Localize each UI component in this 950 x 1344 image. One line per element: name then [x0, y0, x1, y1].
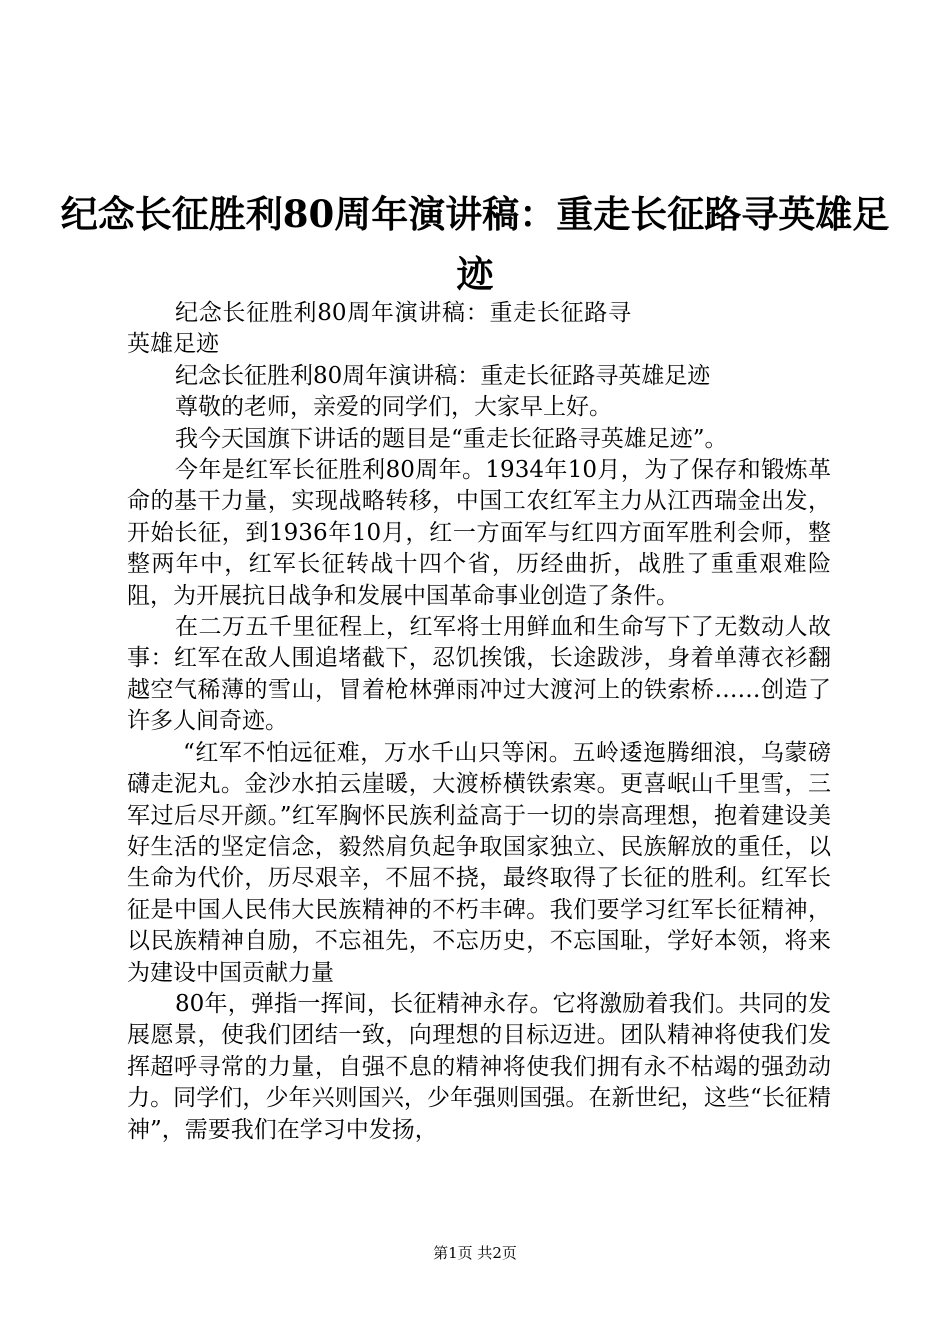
page-footer: 第1页 共2页: [433, 1244, 517, 1262]
paragraph-spirit: 80年，弹指一挥间，长征精神永存。它将激励着我们。共同的发展愿景，使我们团结一致，向理想的目标迈进。团队精神将使我们发挥超呼寻常的力量，自强不息的精神将使我们拥有永不枯竭的强劲动力。同学们，少年兴则国兴，少年强则国强。在新世纪，这些“长征精神”，需要我们在学习中发扬，: [127, 990, 831, 1143]
paragraph-stories: 在二万五千里征程上，红军将士用鲜血和生命写下了无数动人故事：红军在敌人围追堵截下，忍饥挨饿，长途跋涉，身着单薄衣衫翻越空气稀薄的雪山，冒着枪林弹雨冲过大渡河上的铁索桥……创造了许多人间奇迹。: [127, 614, 831, 735]
paragraph-title-repeat-2: 纪念长征胜利80周年演讲稿：重走长征路寻英雄足迹: [175, 362, 711, 389]
paragraph-topic: 我今天国旗下讲话的题目是“重走长征路寻英雄足迹”。: [175, 425, 728, 452]
document-body: [127, 298, 831, 1146]
paragraph-greeting: 尊敬的老师，亲爱的同学们，大家早上好。: [175, 394, 612, 421]
paragraph-title-repeat-1: 纪念长征胜利80周年演讲稿：重走长征路寻英雄足迹: [127, 300, 631, 358]
paragraph-poem: “红军不怕远征难，万水千山只等闲。五岭逶迤腾细浪，乌蒙磅礴走泥丸。金沙水拍云崖暖，大渡桥横铁索寒。更喜岷山千里雪，三军过后尽开颜。”红军胸怀民族利益高于一切的崇高理想，抱着建设美好生活的坚定信念，毅然肩负起争取国家独立、民族解放的重任，以生命为代价，历尽艰辛，不屈不挠，最终取得了长征的胜利。红军长征是中国人民伟大民族精神的不朽丰碑。我们要学习红军长征精神，以民族精神自励，不忘祖先，不忘历史，不忘国耻，学好本领，将来为建设中国贡献力量: [127, 739, 831, 986]
paragraph-history: 今年是红军长征胜利80周年。1934年10月，为了保存和锻炼革命的基干力量，实现战略转移，中国工农红军主力从江西瑞金出发，开始长征，到1936年10月，红一方面军与红四方面军胜利会师，整整两年中，红军长征转战十四个省，历经曲折，战胜了重重艰难险阻，为开展抗日战争和发展中国革命事业创造了条件。: [127, 457, 831, 609]
document-title: 纪念长征胜利80周年演讲稿：重走长征路寻英雄足迹: [60, 192, 890, 296]
